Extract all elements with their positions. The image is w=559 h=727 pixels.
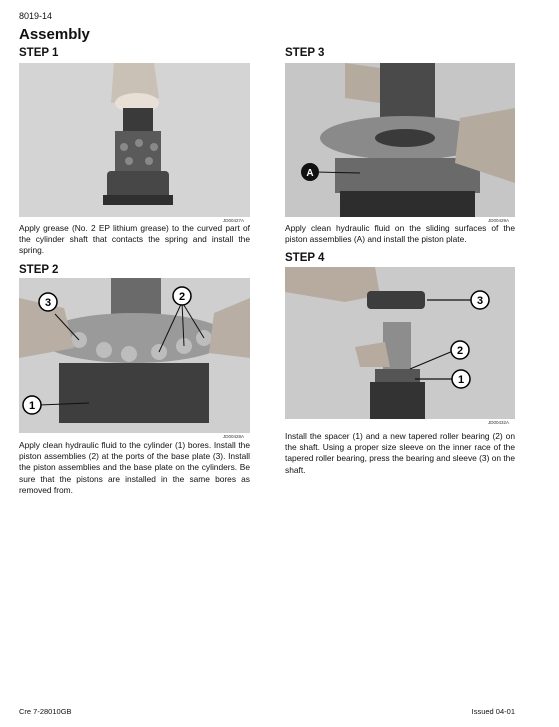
document-number: 8019-14 [19, 11, 53, 21]
step-1-title: STEP 1 [19, 47, 59, 59]
step-2-photo [19, 278, 250, 433]
step-1-photo [19, 63, 250, 217]
step-3-photo [285, 63, 515, 217]
step-3-photo-code: JD00429A [488, 218, 510, 223]
section-title: Assembly [19, 26, 90, 43]
step-2-title: STEP 2 [19, 264, 59, 276]
step-2-callout-1: 1 [28, 400, 36, 412]
step-3-callout-a: A [306, 168, 314, 179]
footer-left: Cre 7-28010GB [19, 707, 72, 716]
step-1-photo-code: JD00427A [223, 218, 245, 223]
step-2-photo-code: JD00428A [223, 434, 245, 439]
step-2-callout-3: 3 [44, 297, 52, 309]
step-4-photo-code: JD00432A [488, 420, 510, 425]
footer-right: Issued 04-01 [471, 707, 515, 716]
step-1-text: Apply grease (No. 2 EP lithium grease) to the curved part of the cylinder shaft that contacts the spring and install the spring. [19, 223, 250, 256]
step-2-callout-2: 2 [178, 291, 186, 303]
step-3-text: Apply clean hydraulic fluid on the sliding surfaces of the piston assemblies (A) and install the piston plate. [285, 223, 515, 245]
step-4-callout-1: 1 [457, 374, 465, 386]
step-2-text: Apply clean hydraulic fluid to the cylinder (1) bores. Install the piston assemblies (2) at the ports of the base plate (3). Install the piston assemblies and the base plate on the cylinders. Be sure that the pistons are installed in the same bores as removed from. [19, 440, 250, 495]
step-3-title: STEP 3 [285, 47, 325, 59]
step-4-title: STEP 4 [285, 252, 325, 264]
step-4-photo [285, 267, 515, 419]
step-4-text: Install the spacer (1) and a new tapered roller bearing (2) on the shaft. Using a proper size sleeve on the inner race of the tapered roller bearing, press the bearing and sleeve (3) on the shaft. [285, 431, 515, 475]
step-4-callout-3: 3 [476, 295, 484, 307]
step-4-callout-2: 2 [456, 345, 464, 357]
